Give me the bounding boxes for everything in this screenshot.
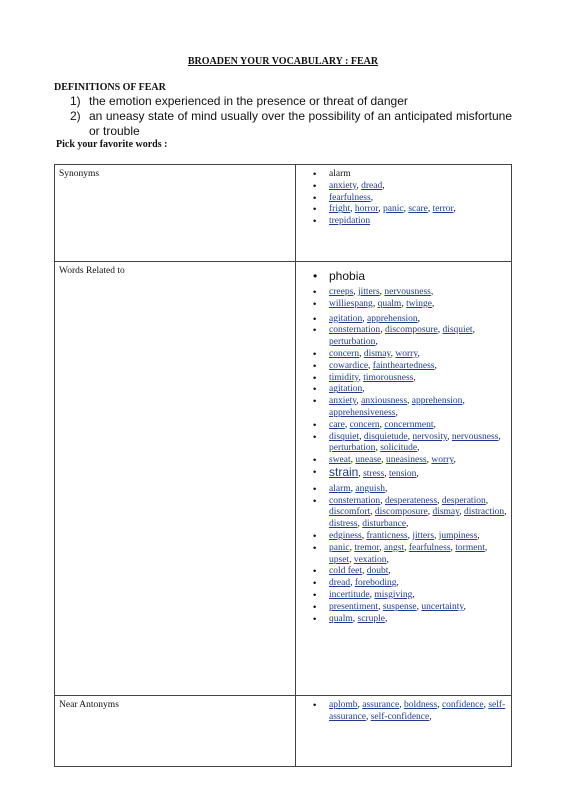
word-link[interactable]: distraction [464,507,505,518]
list-item: • incertitude, misgiving, [313,589,415,601]
word-link[interactable]: timorousness [363,372,414,383]
synonyms-label: Synonyms [55,165,296,262]
word-link[interactable]: alarm [329,483,351,494]
definitions-heading: DEFINITIONS OF FEAR [54,82,166,93]
word-link[interactable]: suspense [382,601,417,612]
word-link[interactable]: anxiety [329,180,357,191]
word-link[interactable]: assurance [362,700,400,710]
bullet-icon: • [313,530,317,542]
word-text: phobia [329,269,366,283]
word-text: alarm [329,169,351,179]
word-link[interactable]: worry [395,348,418,359]
related-label: Words Related to [55,262,296,696]
word-link[interactable]: uncertainty [421,601,464,612]
word-link[interactable]: torment [455,542,485,553]
pick-prompt: Pick your favorite words : [56,139,168,150]
word-link[interactable]: twinge [406,298,432,309]
bullet-icon: • [313,287,317,298]
list-item: • sweat, unease, uneasiness, worry, [313,455,456,467]
bullet-icon: • [313,372,317,384]
list-item: • cold feet, doubt, [313,566,391,578]
word-link[interactable]: williespang [329,298,373,309]
word-link[interactable]: apprehension [367,313,418,324]
list-item [296,216,509,228]
word-link[interactable]: timidity [329,372,359,383]
word-link[interactable]: consternation [329,495,381,506]
word-link[interactable]: uneasiness [386,455,427,466]
bullet-icon: • [313,431,317,443]
word-link[interactable]: anxiety [329,396,357,407]
bullet-icon: • [313,360,317,372]
list-item: • fearfulness, [313,192,374,204]
word-link[interactable]: disquiet [442,325,473,336]
word-link[interactable]: presentiment [329,601,379,612]
bullet-icon: • [313,216,317,228]
list-item: • strain, stress, tension, [313,464,419,479]
list-item: • dread, foreboding, [313,578,399,590]
word-link[interactable]: edginess [329,530,362,541]
word-link[interactable]: concernment [384,419,434,430]
bullet-icon: • [313,348,317,360]
word-link[interactable]: stress [363,468,385,479]
list-item: • anxiety, anxiousness, apprehension, apprehensiveness, [313,396,465,418]
list-item: • agitation, [313,384,365,396]
definition-text: the emotion experienced in the presence or threat of danger [89,94,408,108]
word-link[interactable]: jumpiness [438,530,478,541]
word-link[interactable]: unease [355,455,382,466]
synonyms-list [296,169,509,228]
bullet-icon: • [313,169,317,180]
related-cell [296,262,512,696]
bullet-icon: • [313,419,317,431]
antonyms-cell [296,696,512,767]
bullet-icon: • [313,192,317,204]
bullet-icon: • [313,613,317,625]
list-item: • timidity, timorousness, [313,372,416,384]
word-link[interactable]: solicitude [380,443,418,454]
bullet-icon: • [313,466,317,478]
word-link[interactable]: tension [388,468,417,479]
definition-number: 2) [70,109,81,123]
bullet-icon: • [313,455,317,467]
list-item: • care, concern, concernment, [313,419,436,431]
list-item: • alarm, anguish, [313,483,388,495]
word-link[interactable]: sweat [329,455,351,466]
word-link[interactable]: worry [431,455,454,466]
word-link[interactable]: anguish [355,483,385,494]
list-item: • creeps, jitters, nervousness, [313,287,434,298]
word-link[interactable]: jitters [412,530,435,541]
word-link[interactable]: jitters [358,287,380,297]
word-link[interactable]: care [329,419,345,430]
definition-2 [70,109,512,139]
list-item: • disquiet, disquietude, nervosity, nervousness, perturbation, solicitude, [313,431,501,454]
bullet-icon: • [313,700,317,711]
related-list [296,268,509,625]
bullet-icon: • [313,313,317,325]
list-item: • edginess, franticness, jitters, jumpiness, [313,530,480,542]
word-link[interactable]: discomfort [329,507,371,518]
word-link[interactable]: nervousness [451,431,499,442]
list-item [296,268,509,284]
word-link[interactable]: dread [361,180,383,191]
synonyms-row [55,165,512,262]
list-item: • panic, tremor, angst, fearfulness, torment, upset, vexation, [313,542,488,565]
word-link[interactable]: incertitude [329,589,370,600]
word-link[interactable]: dismay [432,507,460,518]
word-link[interactable]: anxiousness [361,396,408,407]
list-item: • aplomb, assurance, boldness, confidence, self-assurance, self-confidence, [313,700,506,722]
word-link[interactable]: tremor [354,542,380,553]
word-link[interactable]: fearfulness [408,542,451,553]
list-item: • anxiety, dread, [313,180,385,192]
vocabulary-table [54,164,512,767]
list-item: • presentiment, suspense, uncertainty, [313,601,466,613]
word-link[interactable]: foreboding [354,578,397,589]
word-link[interactable]: agitation [329,313,363,324]
bullet-icon: • [313,589,317,601]
bullet-icon: • [313,566,317,578]
word-link[interactable]: boldness [403,700,438,710]
bullet-icon: • [313,298,317,310]
definition-text: an uneasy state of mind usually over the possibility of an anticipated misfortune or trouble [89,109,512,138]
list-item: • fright, horror, panic, scare, terror, [313,204,456,216]
word-link[interactable]: faintheartedness [372,360,435,371]
word-link[interactable]: strain [329,464,359,479]
bullet-icon: • [313,204,317,216]
word-link[interactable]: panic [382,204,404,215]
list-item: • qualm, scruple, [313,613,388,625]
word-link[interactable]: vexation [353,554,387,565]
word-link[interactable]: upset [329,554,350,565]
bullet-icon: • [313,325,317,337]
word-link[interactable]: desperation [441,495,486,506]
word-link[interactable]: cowardice [329,360,369,371]
list-item: • concern, dismay, worry, [313,348,420,360]
word-link[interactable]: qualm [329,613,353,624]
list-item: • consternation, desperateness, desperation, discomfort, discomposure, dismay, distraction, distress, disturbance, [313,495,507,530]
word-link[interactable]: perturbation [329,337,376,348]
list-item: • consternation, discomposure, disquiet, perturbation, [313,325,475,348]
word-link[interactable]: creeps [329,287,354,297]
word-link[interactable]: aplomb [329,700,358,710]
bullet-icon: • [313,384,317,396]
word-link[interactable]: cold feet [329,566,362,577]
word-link[interactable]: disturbance [362,519,407,530]
definition-1 [70,94,512,109]
word-link[interactable]: dread [329,578,351,589]
antonyms-list [296,700,509,724]
bullet-icon: • [313,578,317,590]
word-link[interactable]: consternation [329,325,381,336]
word-link[interactable]: perturbation [329,443,376,454]
word-link[interactable]: panic [329,542,350,553]
word-link[interactable]: concern [329,348,360,359]
list-item: • williespang, qualm, twinge, [313,298,435,310]
word-link[interactable]: apprehension [411,396,463,407]
word-link[interactable]: franticness [366,530,408,541]
word-link[interactable]: disquietude [363,431,408,442]
list-item: • cowardice, faintheartedness, [313,360,437,372]
word-link[interactable]: desperateness [384,495,438,506]
word-link[interactable]: nervosity [412,431,448,442]
word-link[interactable]: fright [329,204,351,215]
word-link[interactable]: discomposure [374,507,428,518]
word-link[interactable]: concern [349,419,380,430]
word-link[interactable]: discomposure [384,325,438,336]
word-link[interactable]: agitation [329,384,363,395]
bullet-icon: • [313,396,317,408]
word-link[interactable]: nervousness [384,287,431,297]
related-row [55,262,512,696]
antonyms-label: Near Antonyms [55,696,296,767]
word-link[interactable]: confidence [441,700,484,710]
bullet-icon: • [313,495,317,507]
word-link[interactable]: doubt [366,566,389,577]
word-link[interactable]: dismay [363,348,391,359]
word-link[interactable]: fearfulness [329,192,371,203]
word-link[interactable]: self-confidence [370,711,430,722]
page-title: BROADEN YOUR VOCABULARY : FEAR [187,56,379,67]
antonyms-row [55,696,512,767]
word-link[interactable]: self-assurance [329,700,506,722]
word-link[interactable]: angst [384,542,405,553]
definition-number: 1) [70,94,81,108]
list-item [296,169,509,181]
bullet-icon: • [313,269,318,283]
word-link[interactable]: terror [432,204,454,215]
word-link[interactable]: misgiving [374,589,413,600]
synonyms-cell [296,165,512,262]
word-link[interactable]: trepidation [329,216,371,227]
word-link[interactable]: apprehensiveness [329,407,396,418]
word-link[interactable]: disquiet [329,431,360,442]
bullet-icon: • [313,483,317,495]
word-link[interactable]: horror [354,204,379,215]
word-link[interactable]: distress [329,519,358,530]
bullet-icon: • [313,542,317,554]
word-link[interactable]: qualm [377,298,402,309]
bullet-icon: • [313,180,317,192]
list-item: • agitation, apprehension, [313,313,421,325]
bullet-icon: • [313,601,317,613]
word-link[interactable]: scare [408,204,428,215]
word-link[interactable]: scruple [357,613,385,624]
